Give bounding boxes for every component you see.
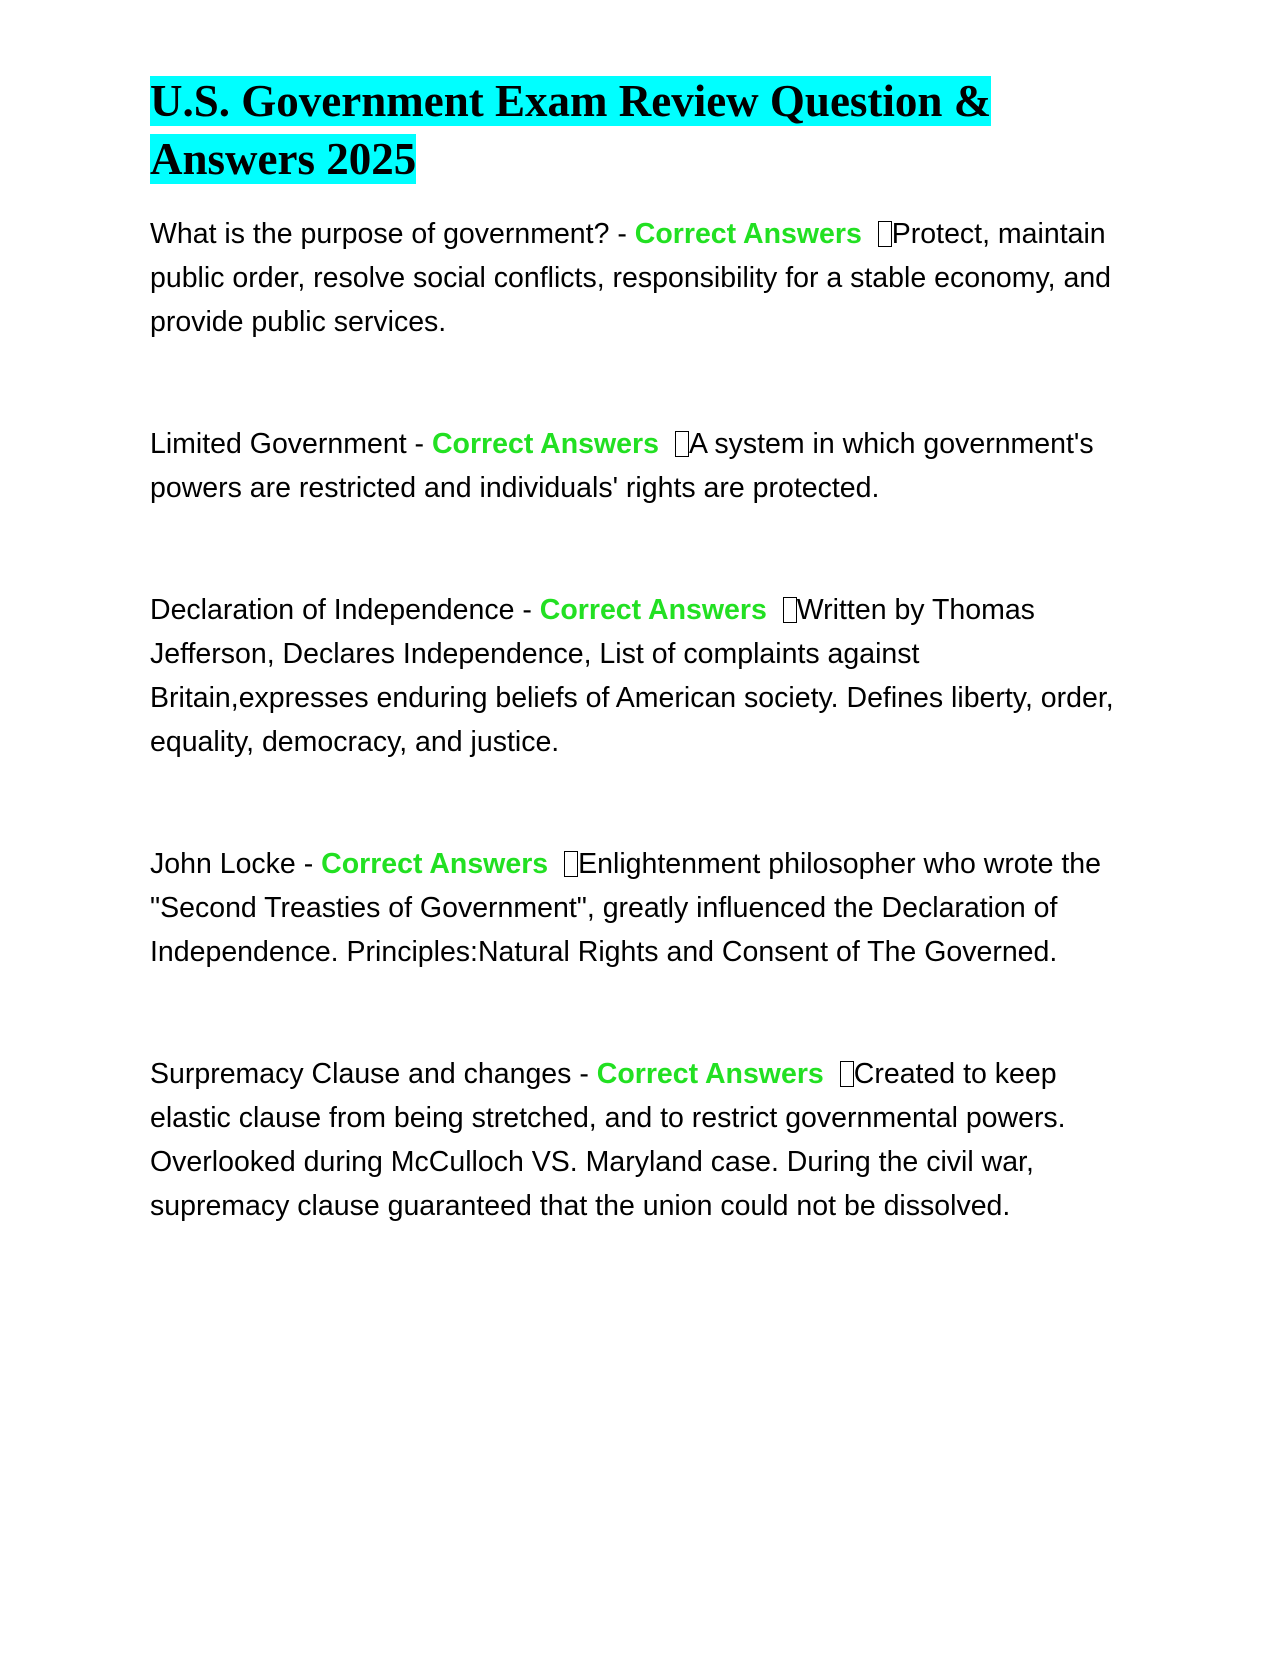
qa-list: [150, 212, 1140, 1228]
missing-glyph-icon: [878, 221, 892, 247]
document-title: [150, 72, 1140, 188]
answer-text: Created to keep elastic clause from being stretched, and to restrict governmental powers. Overlooked during McCulloch VS. Maryland case. During the civil war, supremacy clause guaranteed that the union could not be dissolved.: [150, 1058, 1066, 1222]
correct-answers-label: Correct Answers: [596, 1058, 824, 1090]
separator: -: [514, 594, 540, 626]
answer-text: Written by Thomas Jefferson, Declares Independence, List of complaints against Britain,expresses enduring beliefs of American society. Defines liberty, order, equality, democracy, and justice.: [150, 594, 1114, 758]
missing-glyph-icon: [783, 597, 797, 623]
title-highlight: U.S. Government Exam Review Question & Answers 2025: [150, 76, 992, 184]
missing-glyph-icon: [564, 851, 578, 877]
question-term: Declaration of Independence: [150, 594, 515, 626]
correct-answers-label: Correct Answers: [431, 428, 659, 460]
separator: -: [571, 1058, 597, 1090]
answer-text: Protect, maintain public order, resolve social conflicts, responsibility for a stable economy, and provide public services.: [150, 218, 1112, 338]
missing-glyph-icon: [840, 1061, 854, 1087]
correct-answers-label: Correct Answers: [321, 848, 549, 880]
question-term: What is the purpose of government?: [150, 218, 610, 250]
answer-text: A system in which government's powers are restricted and individuals' rights are protected.: [150, 428, 1094, 504]
document-page: [150, 72, 1140, 1306]
correct-answers-label: Correct Answers: [634, 218, 862, 250]
separator: -: [609, 218, 635, 250]
separator: -: [295, 848, 322, 880]
qa-item: [150, 1052, 1140, 1228]
qa-item: [150, 842, 1140, 974]
question-term: John Locke: [150, 848, 296, 880]
separator: -: [406, 428, 432, 460]
question-term: Limited Government: [150, 428, 407, 460]
answer-text: Enlightenment philosopher who wrote the "Second Treasties of Government", greatly influenced the Declaration of Independence. Principles:Natural Rights and Consent of The Governed.: [150, 848, 1101, 968]
qa-item: [150, 588, 1140, 764]
correct-answers-label: Correct Answers: [539, 594, 767, 626]
missing-glyph-icon: [675, 431, 689, 457]
qa-item: [150, 212, 1140, 344]
question-term: Surpremacy Clause and changes: [150, 1058, 572, 1090]
qa-item: [150, 422, 1140, 510]
